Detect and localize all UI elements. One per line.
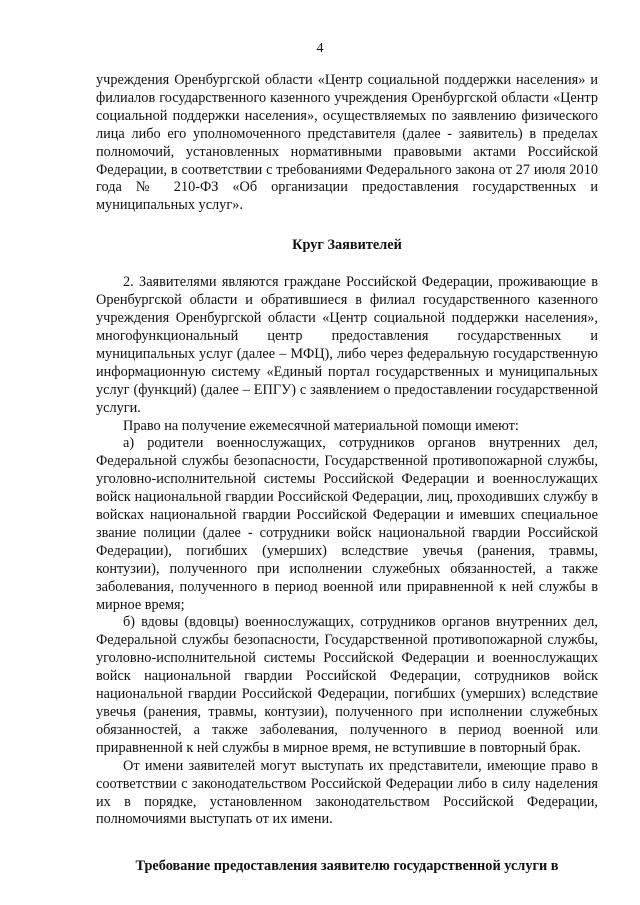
section-heading-requirements: Требование предоставления заявителю государственной услуги в [135, 858, 559, 875]
paragraph-applicants: 2. Заявителями являются граждане Российской Федерации, проживающие в Оренбургской области и обратившиеся в филиал государственного казенного учреждения Оренбургской области «Центр социальной поддержки населения», многофункциональный центр предоставления государственных и муниципальных услуг (далее – МФЦ), либо через федеральную государственную информационную систему «Единый портал государственных и муниципальных услуг (функций) (далее – ЕПГУ) с заявлением о предоставлении государственной услуги. [96, 274, 598, 416]
intro-paragraph: учреждения Оренбургской области «Центр социальной поддержки населения» и филиалов государственного казенного учреждения Оренбургской области «Центр социальной поддержки населения», осуществляемых по заявлению физического лица либо его уполномоченного представителя (далее - заявитель) в пределах полномочий, установленных нормативными правовыми актами Российской Федерации, в соответствии с требованиями Федерального закона от 27 июля 2010 года № 210-ФЗ «Об организации предоставления государственных и муниципальных услуг». [96, 72, 598, 214]
paragraph-representatives: От имени заявителей могут выступать их представители, имеющие право в соответствии с законодательством Российской Федерации либо в силу наделения их в порядке, установленном законодательством Российской Федерации, полномочиями выступать от их имени. [96, 757, 598, 828]
paragraph-right-to-aid: Право на получение ежемесячной материальной помощи имеют: [123, 417, 519, 434]
page-number: 4 [316, 41, 324, 56]
section-heading-applicants: Круг Заявителей [292, 237, 402, 254]
paragraph-item-b: б) вдовы (вдовцы) военнослужащих, сотрудников органов внутренних дел, Федеральной службы безопасности, Государственной противопожарной службы, уголовно-исполнительной системы Российской Федерации и военнослужащих войск национальной гвардии Российской Федерации, сотрудников войск национальной гвардии Российской Федерации, погибших (умерших) вследствие увечья (ранения, травмы, контузии), полученного при исполнении служебных обязанностей, а также заболевания, полученного в период военной или приравненной к ней службы в мирное время, не вступившие в повторный брак. [96, 614, 598, 756]
paragraph-item-a: а) родители военнослужащих, сотрудников органов внутренних дел, Федеральной службы безопасности, Государственной противопожарной службы, уголовно-исполнительной системы Российской Федерации и военнослужащих войск национальной гвардии Российской Федерации, лиц, проходивших службу в войсках национальной гвардии Российской Федерации и имевших специальное звание полиции (далее - сотрудники войск национальной гвардии Российской Федерации), погибших (умерших) вследствие увечья (ранения, травмы, контузии), полученного при исполнении служебных обязанностей, а также заболевания, полученного в период военной или приравненной к ней службы в мирное время; [96, 435, 598, 613]
document-body [96, 72, 598, 875]
